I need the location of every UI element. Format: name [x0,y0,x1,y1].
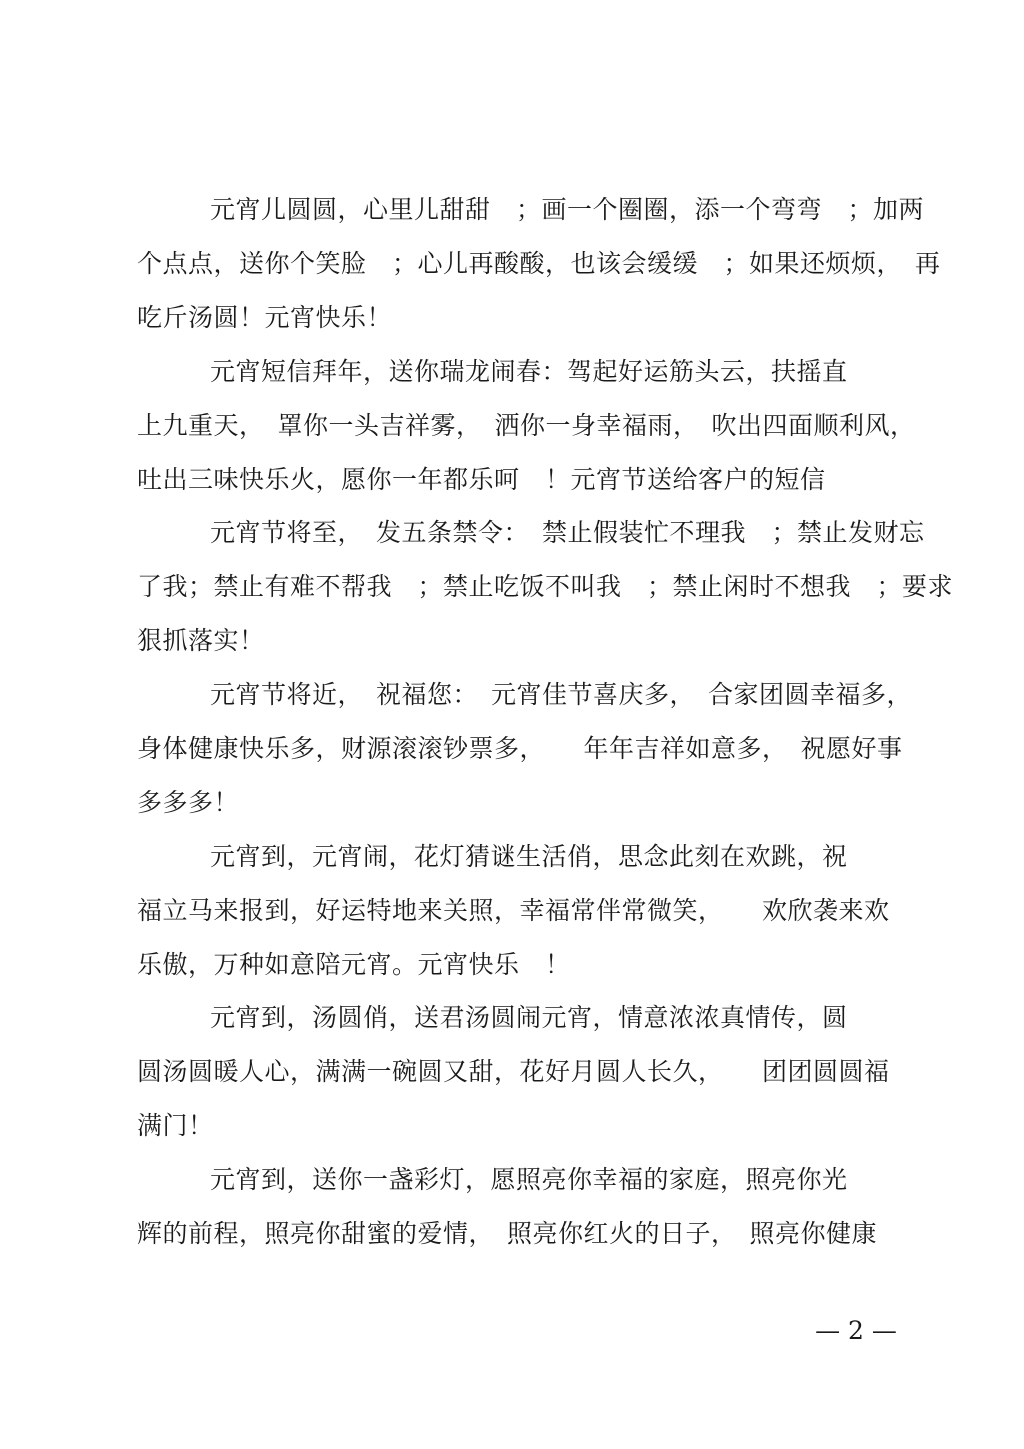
paragraph-1-line-2: 个点点，送你个笑脸 ；心儿再酸酸，也该会缓缓 ；如果还烦烦， 再 [137,249,941,278]
paragraph-2-line-3: 吐出三味快乐火，愿你一年都乐呵 ！元宵节送给客户的短信 [137,465,826,494]
paragraph-4-line-2: 身体健康快乐多，财源滚滚钞票多， 年年吉祥如意多， 祝愿好事 [137,734,903,763]
page-number: — 2 — [815,1316,897,1345]
paragraph-5-line-1: 元宵到，元宵闹，花灯猜谜生活俏，思念此刻在欢跳，祝 [210,842,848,871]
paragraph-5-line-3: 乐傲，万种如意陪元宵。元宵快乐 ！ [137,950,571,979]
paragraph-7-line-1: 元宵到，送你一盏彩灯，愿照亮你幸福的家庭，照亮你光 [210,1165,848,1194]
paragraph-3-line-3: 狠抓落实！ [137,626,265,655]
paragraph-4-line-3: 多多多！ [137,788,240,817]
paragraph-2-line-2: 上九重天， 罩你一头吉祥雾， 洒你一身幸福雨， 吹出四面顺利风， [137,411,916,440]
paragraph-1-line-3: 吃斤汤圆！元宵快乐！ [137,303,393,332]
paragraph-1-line-1: 元宵儿圆圆，心里儿甜甜 ；画一个圈圈，添一个弯弯 ；加两 [210,195,925,224]
paragraph-2-line-1: 元宵短信拜年，送你瑞龙闹春：驾起好运筋头云，扶摇直 [210,357,848,386]
paragraph-3-line-1: 元宵节将至， 发五条禁令： 禁止假装忙不理我 ；禁止发财忘 [210,518,925,547]
paragraph-6-line-1: 元宵到，汤圆俏，送君汤圆闹元宵，情意浓浓真情传，圆 [210,1003,848,1032]
paragraph-6-line-3: 满门！ [137,1111,214,1140]
paragraph-5-line-2: 福立马来报到，好运特地来关照，幸福常伴常微笑， 欢欣袭来欢 [137,896,890,925]
paragraph-4-line-1: 元宵节将近， 祝福您： 元宵佳节喜庆多， 合家团圆幸福多， [210,680,913,709]
paragraph-6-line-2: 圆汤圆暖人心，满满一碗圆又甜，花好月圆人长久， 团团圆圆福 [137,1057,890,1086]
paragraph-7-line-2: 辉的前程，照亮你甜蜜的爱情， 照亮你红火的日子， 照亮你健康 [137,1219,878,1248]
paragraph-3-line-2: 了我；禁止有难不帮我 ；禁止吃饭不叫我 ；禁止闲时不想我 ；要求 [137,572,954,601]
